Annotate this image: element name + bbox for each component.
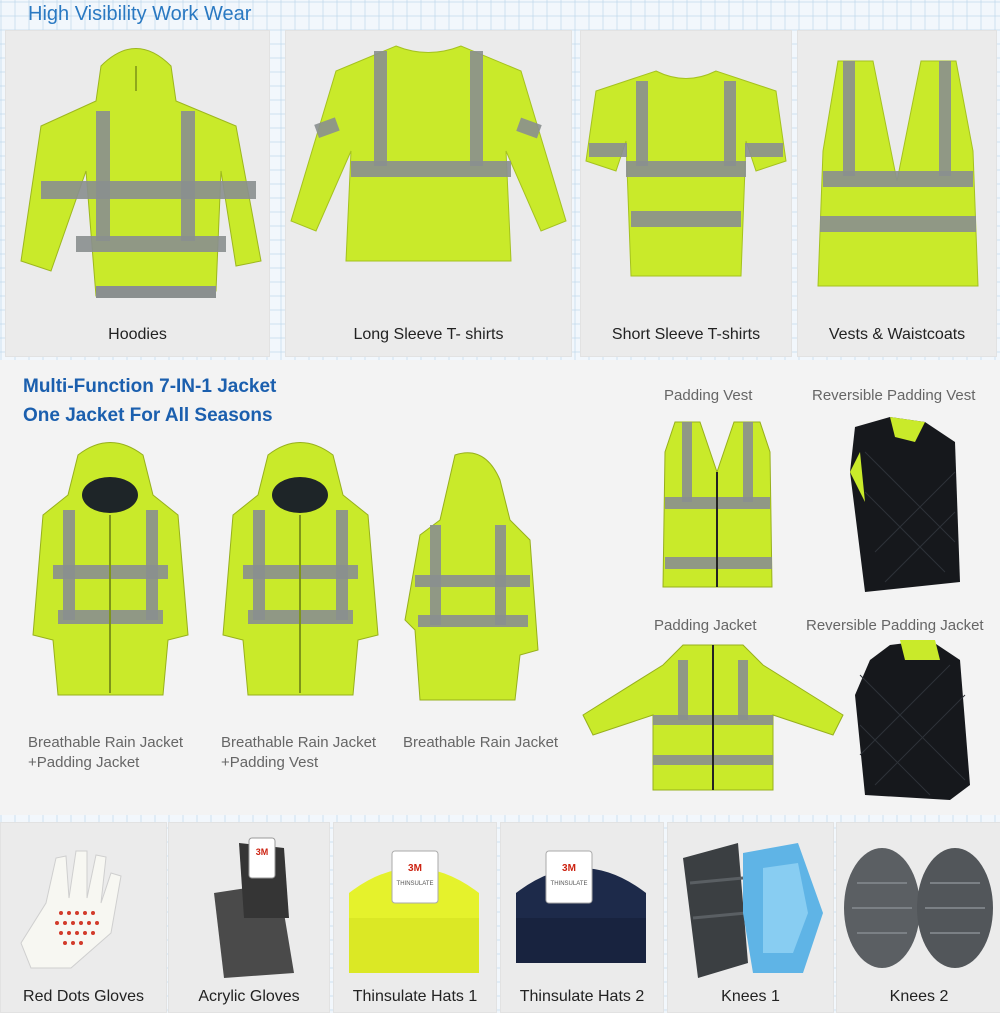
knee-pads-icon	[668, 823, 833, 983]
brand-tag-hat-2: 3M	[562, 863, 576, 874]
brand-sub-hat-2: THINSULATE	[550, 881, 588, 887]
brand-sub-hat-1: THINSULATE	[396, 881, 434, 887]
red-dots-gloves-label: Red Dots Gloves	[23, 988, 144, 1005]
padding-jacket-image[interactable]	[578, 640, 848, 800]
accessory-card-knees-1[interactable]	[667, 822, 834, 1013]
reversible-vest-icon	[845, 412, 965, 597]
rain-jacket-icon	[28, 435, 193, 720]
thinsulate-hats-2-label: Thinsulate Hats 2	[519, 988, 645, 1005]
gloves-icon	[1, 823, 166, 983]
long-sleeve-shirt-icon	[286, 31, 571, 321]
padding-jacket-icon	[578, 640, 848, 800]
short-sleeve-label: Short Sleeve T-shirts	[611, 326, 761, 343]
padding-vest-icon	[660, 412, 775, 597]
reversible-jacket-image[interactable]	[850, 635, 975, 805]
thinsulate-hats-1-label: Thinsulate Hats 1	[352, 988, 478, 1005]
jacket-caption-2-line1: Breathable Rain Jacket	[221, 734, 377, 751]
acrylic-gloves-icon	[169, 823, 329, 983]
jacket-image-1[interactable]	[28, 435, 193, 720]
jacket-caption-3-line1: Breathable Rain Jacket	[403, 734, 559, 751]
reversible-vest-label: Reversible Padding Vest	[812, 387, 976, 404]
accessory-card-knees-2[interactable]	[836, 822, 1000, 1013]
brand-tag-hat-1: 3M	[408, 863, 422, 874]
accessory-card-thinsulate-hats-1[interactable]	[333, 822, 497, 1013]
navy-hat-icon	[501, 823, 663, 983]
jacket-caption-2-line2: +Padding Vest	[221, 754, 319, 771]
brand-tag: 3M	[255, 847, 269, 857]
vests-label: Vests & Waistcoats	[828, 326, 966, 343]
padding-vest-image[interactable]	[660, 412, 775, 597]
vest-icon	[798, 31, 996, 321]
reversible-jacket-label: Reversible Padding Jacket	[806, 617, 984, 634]
product-card-vests[interactable]	[797, 30, 997, 357]
acrylic-gloves-label: Acrylic Gloves	[198, 988, 300, 1005]
accessory-card-red-dots-gloves[interactable]	[0, 822, 167, 1013]
product-card-long-sleeve[interactable]	[285, 30, 572, 357]
hoodies-label: Hoodies	[108, 326, 167, 343]
product-card-hoodies[interactable]	[5, 30, 270, 357]
short-sleeve-shirt-icon	[581, 31, 791, 321]
knees-1-label: Knees 1	[721, 988, 780, 1005]
rain-jacket-vest-icon	[218, 435, 383, 720]
jacket-image-3[interactable]	[400, 450, 540, 710]
padding-vest-label: Padding Vest	[664, 387, 753, 404]
hoodie-icon	[6, 31, 269, 321]
knees-2-label: Knees 2	[889, 988, 949, 1005]
padding-jacket-label: Padding Jacket	[654, 617, 757, 634]
jacket-title-line2: One Jacket For All Seasons	[23, 405, 273, 426]
jacket-caption-1-line1: Breathable Rain Jacket	[28, 734, 184, 751]
section-title-high-visibility: High Visibility Work Wear	[28, 3, 252, 25]
reversible-jacket-icon	[850, 635, 975, 805]
jacket-title-line1: Multi-Function 7-IN-1 Jacket	[23, 376, 277, 397]
rain-jacket-side-icon	[400, 450, 540, 710]
jacket-image-2[interactable]	[218, 435, 383, 720]
reversible-vest-image[interactable]	[845, 412, 965, 597]
long-sleeve-label: Long Sleeve T- shirts	[353, 326, 504, 343]
accessory-card-thinsulate-hats-2[interactable]	[500, 822, 664, 1013]
yellow-hat-icon	[334, 823, 496, 983]
knee-pads-gray-icon	[837, 823, 1000, 983]
accessory-card-acrylic-gloves[interactable]	[168, 822, 330, 1013]
jacket-caption-1-line2: +Padding Jacket	[28, 754, 140, 771]
product-card-short-sleeve[interactable]	[580, 30, 792, 357]
